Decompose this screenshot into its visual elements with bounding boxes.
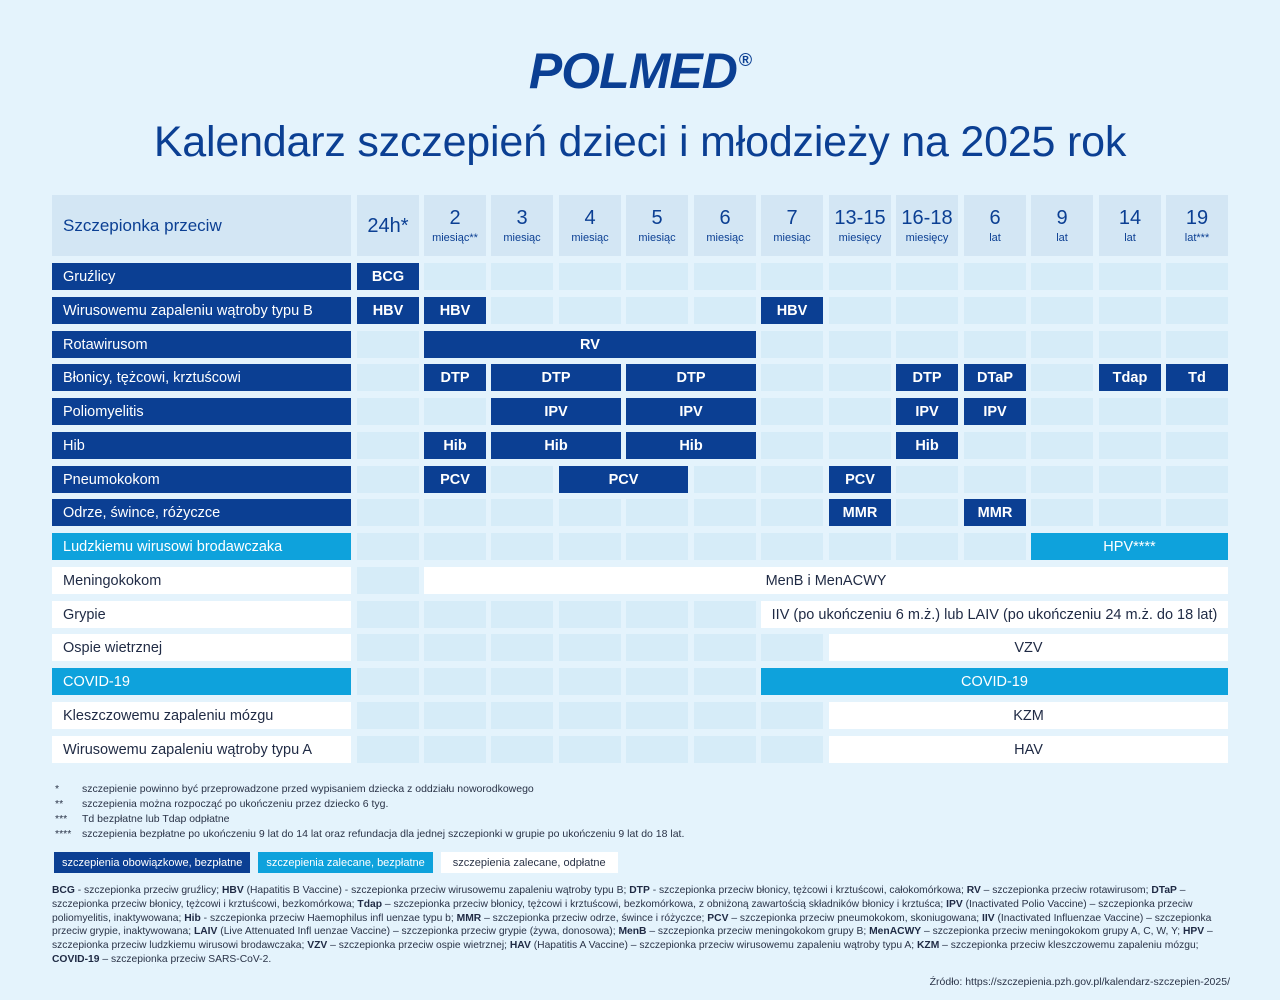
empty-cell: [1031, 398, 1093, 425]
header-age-column: [761, 195, 823, 256]
empty-cell: [896, 331, 958, 358]
empty-cell: [559, 297, 621, 324]
glossary-term: HBV: [221, 885, 244, 896]
row-label-vaccine: Hib: [52, 432, 351, 459]
vaccine-dose-cell: Hib: [491, 432, 621, 459]
empty-cell: [761, 432, 823, 459]
empty-cell: [626, 601, 688, 628]
header-age-column: [424, 195, 486, 256]
empty-cell: [694, 601, 756, 628]
vaccine-dose-cell: Hib: [626, 432, 756, 459]
registered-mark: ®: [738, 50, 752, 70]
empty-cell: [1166, 499, 1228, 526]
age-value: 6: [989, 206, 1001, 229]
glossary-definition: (Hapatitis B Vaccine) - szczepionka przeciw wirusowemu zapaleniu wątroby typu B;: [243, 885, 630, 896]
glossary-term: LAIV: [193, 926, 218, 938]
age-unit: miesiąc: [503, 231, 541, 244]
glossary-term: DTaP: [1151, 885, 1177, 896]
empty-cell: [559, 668, 621, 695]
empty-cell: [626, 499, 688, 526]
empty-cell: [626, 702, 688, 729]
empty-cell: [357, 466, 419, 493]
glossary-term: MMR: [456, 912, 482, 924]
abbreviation-glossary: [52, 884, 1232, 967]
age-value: 2: [449, 206, 461, 229]
empty-cell: [761, 702, 823, 729]
empty-cell: [424, 601, 486, 628]
empty-cell: [896, 263, 958, 290]
empty-cell: [424, 533, 486, 560]
glossary-term: Hib: [184, 912, 201, 924]
footnote-mark: *: [55, 782, 60, 795]
legend-item-recfree: szczepienia zalecane, bezpłatne: [258, 852, 432, 873]
glossary-term: PCV: [707, 912, 729, 924]
vaccine-dose-cell: HBV: [424, 297, 486, 324]
empty-cell: [491, 466, 553, 493]
empty-cell: [424, 634, 486, 661]
glossary-definition: – szczepionka przeciw meningokokom grupy B;: [646, 926, 870, 938]
empty-cell: [694, 466, 756, 493]
empty-cell: [491, 263, 553, 290]
age-unit: miesiąc: [706, 231, 744, 244]
empty-cell: [964, 297, 1026, 324]
glossary-term: MenACWY: [869, 926, 922, 938]
age-value: 16-18: [901, 206, 953, 229]
empty-cell: [357, 601, 419, 628]
header-age-column: [626, 195, 688, 256]
row-label-vaccine: Meningokokom: [52, 567, 351, 594]
glossary-term: IPV: [946, 898, 963, 910]
empty-cell: [491, 736, 553, 763]
footnote: [55, 796, 684, 811]
empty-cell: [357, 398, 419, 425]
vaccine-dose-cell: VZV: [829, 634, 1228, 661]
glossary-definition: – szczepionka przeciw błonicy, tężcowi i krztuścowi, bezkomórkowa, z obniżoną zawartością składników błonicy i krztuśca;: [382, 898, 947, 910]
header-age-column: [1031, 195, 1093, 256]
vaccine-dose-cell: COVID-19: [761, 668, 1228, 695]
empty-cell: [1031, 364, 1093, 391]
empty-cell: [964, 432, 1026, 459]
glossary-definition: – szczepionka przeciw SARS-CoV-2.: [99, 953, 272, 965]
empty-cell: [559, 499, 621, 526]
footnote-mark: **: [55, 797, 64, 810]
empty-cell: [896, 499, 958, 526]
empty-cell: [491, 668, 553, 695]
vaccine-dose-cell: IIV (po ukończeniu 6 m.ż.) lub LAIV (po ukończeniu 24 m.ż. do 18 lat): [761, 601, 1228, 628]
empty-cell: [424, 398, 486, 425]
empty-cell: [357, 533, 419, 560]
header-vaccine-against: Szczepionka przeciw: [52, 195, 351, 256]
glossary-definition: – szczepionka przeciw odrze, śwince i różyczce;: [481, 912, 708, 924]
header-age-column: [559, 195, 621, 256]
empty-cell: [491, 601, 553, 628]
empty-cell: [357, 364, 419, 391]
empty-cell: [829, 297, 891, 324]
empty-cell: [829, 398, 891, 425]
glossary-definition: – szczepionka przeciw rotawirusom;: [980, 885, 1152, 896]
empty-cell: [424, 736, 486, 763]
glossary-term: HPV: [1183, 926, 1205, 938]
glossary-definition: (Live Attenuated Infl uenzae Vaccine) – szczepionka przeciw grypie (żywa, donosowa);: [217, 926, 619, 938]
empty-cell: [1031, 432, 1093, 459]
vaccine-dose-cell: HPV****: [1031, 533, 1228, 560]
vaccine-dose-cell: IPV: [964, 398, 1026, 425]
empty-cell: [1099, 466, 1161, 493]
vaccine-dose-cell: DTP: [424, 364, 486, 391]
glossary-definition: (Hapatitis A Vaccine) – szczepionka przeciw wirusowemu zapaleniu wątroby typu A;: [530, 940, 917, 952]
footnote: [55, 781, 684, 796]
empty-cell: [357, 736, 419, 763]
age-value: 7: [786, 206, 798, 229]
row-label-vaccine: Kleszczowemu zapaleniu mózgu: [52, 702, 351, 729]
empty-cell: [1166, 263, 1228, 290]
footnote-text: szczepienia można rozpocząć po ukończeniu przez dziecko 6 tyg.: [82, 797, 389, 810]
empty-cell: [1166, 398, 1228, 425]
vaccine-dose-cell: Tdap: [1099, 364, 1161, 391]
footnote-text: szczepienia bezpłatne po ukończeniu 9 lat do 14 lat oraz refundacja dla jednej szczepionki w grupie po ukończeniu 9 lat do 18 lat.: [82, 827, 685, 840]
empty-cell: [829, 364, 891, 391]
empty-cell: [761, 466, 823, 493]
row-label-vaccine: Pneumokokom: [52, 466, 351, 493]
row-label-vaccine: Ospie wietrznej: [52, 634, 351, 661]
row-label-vaccine: Wirusowemu zapaleniu wątroby typu A: [52, 736, 351, 763]
empty-cell: [694, 263, 756, 290]
glossary-definition: - szczepionka przeciw błonicy, tężcowi i krztuścowi, całokomórkowa;: [649, 885, 967, 896]
row-label-vaccine: Ludzkiemu wirusowi brodawczaka: [52, 533, 351, 560]
empty-cell: [424, 668, 486, 695]
glossary-definition: - szczepionka przeciw Haemophilus infl uenzae typu b;: [200, 912, 457, 924]
age-unit: lat: [1124, 231, 1136, 244]
legend-item-paid: szczepienia zalecane, odpłatne: [441, 852, 618, 873]
header-age-column: [964, 195, 1026, 256]
empty-cell: [491, 297, 553, 324]
age-unit: lat***: [1184, 231, 1210, 244]
glossary-term: COVID-19: [52, 953, 100, 965]
empty-cell: [896, 297, 958, 324]
footnote-text: Td bezpłatne lub Tdap odpłatne: [82, 812, 230, 825]
vaccine-dose-cell: IPV: [896, 398, 958, 425]
vaccine-dose-cell: DTP: [896, 364, 958, 391]
empty-cell: [694, 634, 756, 661]
empty-cell: [1099, 263, 1161, 290]
glossary-definition: – szczepionka przeciw kleszczowemu zapaleniu mózgu;: [939, 940, 1199, 952]
empty-cell: [896, 466, 958, 493]
empty-cell: [357, 432, 419, 459]
vaccine-dose-cell: MenB i MenACWY: [424, 567, 1228, 594]
vaccine-dose-cell: Hib: [896, 432, 958, 459]
empty-cell: [1099, 499, 1161, 526]
empty-cell: [761, 331, 823, 358]
empty-cell: [761, 736, 823, 763]
empty-cell: [357, 668, 419, 695]
glossary-term: RV: [966, 885, 981, 896]
age-unit: miesięcy: [905, 231, 949, 244]
age-value: 6: [719, 206, 731, 229]
row-label-vaccine: Rotawirusom: [52, 331, 351, 358]
header-age-column: [1166, 195, 1228, 256]
source-link[interactable]: Źródło: https://szczepienia.pzh.gov.pl/kalendarz-szczepien-2025/: [929, 976, 1230, 988]
glossary-term: MenB: [618, 926, 647, 938]
empty-cell: [626, 736, 688, 763]
empty-cell: [424, 263, 486, 290]
age-value: 14: [1118, 206, 1142, 229]
empty-cell: [761, 263, 823, 290]
glossary-definition: – szczepionka przeciw błonicy, tężcowi i krztuścowi, bezkomórkowa;: [52, 885, 1186, 910]
empty-cell: [491, 499, 553, 526]
empty-cell: [1031, 499, 1093, 526]
empty-cell: [357, 634, 419, 661]
age-unit: miesięcy: [838, 231, 882, 244]
footnotes: [55, 781, 684, 841]
empty-cell: [694, 297, 756, 324]
vaccine-dose-cell: PCV: [559, 466, 688, 493]
vaccine-dose-cell: IPV: [626, 398, 756, 425]
empty-cell: [491, 634, 553, 661]
glossary-definition: – szczepionka przeciw meningokokom grupy A, C, W, Y;: [921, 926, 1183, 938]
empty-cell: [964, 533, 1026, 560]
empty-cell: [491, 702, 553, 729]
glossary-definition: (Inactivated Polio Vaccine) – szczepionka przeciw poliomyelitis, inaktywowana;: [52, 898, 1193, 924]
empty-cell: [1099, 398, 1161, 425]
glossary-definition: – szczepionka przeciw ludzkiemu wirusowi brodawczaka;: [52, 926, 1213, 952]
footnote-mark: ****: [55, 827, 72, 840]
header-age-column: [896, 195, 958, 256]
age-value: 24h*: [367, 214, 409, 237]
vaccine-dose-cell: MMR: [829, 499, 891, 526]
empty-cell: [694, 736, 756, 763]
empty-cell: [694, 533, 756, 560]
age-value: 4: [584, 206, 596, 229]
glossary-definition: - szczepionka przeciw gruźlicy;: [74, 885, 222, 896]
row-label-vaccine: Gruźlicy: [52, 263, 351, 290]
empty-cell: [694, 668, 756, 695]
empty-cell: [559, 263, 621, 290]
empty-cell: [559, 601, 621, 628]
glossary-term: KZM: [916, 940, 940, 952]
row-label-vaccine: Wirusowemu zapaleniu wątroby typu B: [52, 297, 351, 324]
empty-cell: [694, 702, 756, 729]
age-value: 5: [651, 206, 663, 229]
glossary-term: Tdap: [357, 898, 383, 910]
empty-cell: [761, 533, 823, 560]
empty-cell: [964, 263, 1026, 290]
vaccine-dose-cell: PCV: [829, 466, 891, 493]
empty-cell: [829, 533, 891, 560]
empty-cell: [829, 331, 891, 358]
header-age-column: [491, 195, 553, 256]
glossary-term: BCG: [52, 885, 75, 896]
vaccine-dose-cell: MMR: [964, 499, 1026, 526]
empty-cell: [761, 499, 823, 526]
empty-cell: [761, 364, 823, 391]
vaccine-dose-cell: DTP: [626, 364, 756, 391]
empty-cell: [626, 263, 688, 290]
header-age-column: [694, 195, 756, 256]
age-value: 9: [1056, 206, 1068, 229]
empty-cell: [1166, 466, 1228, 493]
age-unit: miesiąc: [638, 231, 676, 244]
empty-cell: [559, 702, 621, 729]
age-unit: lat: [1056, 231, 1068, 244]
empty-cell: [761, 398, 823, 425]
vaccine-dose-cell: Td: [1166, 364, 1228, 391]
empty-cell: [626, 533, 688, 560]
header-age-column: [1099, 195, 1161, 256]
row-label-vaccine: Grypie: [52, 601, 351, 628]
empty-cell: [424, 499, 486, 526]
empty-cell: [626, 668, 688, 695]
empty-cell: [1031, 331, 1093, 358]
vaccine-dose-cell: DTP: [491, 364, 621, 391]
footnote: [55, 826, 684, 841]
empty-cell: [964, 331, 1026, 358]
empty-cell: [491, 533, 553, 560]
vaccine-dose-cell: DTaP: [964, 364, 1026, 391]
vaccine-dose-cell: Hib: [424, 432, 486, 459]
empty-cell: [1031, 263, 1093, 290]
empty-cell: [559, 533, 621, 560]
empty-cell: [357, 331, 419, 358]
footnote-text: szczepienie powinno być przeprowadzone przed wypisaniem dziecka z oddziału noworodkowego: [82, 782, 534, 795]
empty-cell: [1099, 297, 1161, 324]
glossary-term: VZV: [307, 940, 328, 952]
vaccine-dose-cell: KZM: [829, 702, 1228, 729]
age-unit: lat: [989, 231, 1001, 244]
empty-cell: [1099, 331, 1161, 358]
vaccine-dose-cell: HBV: [761, 297, 823, 324]
empty-cell: [829, 432, 891, 459]
header-age-column: [829, 195, 891, 256]
age-value: 3: [516, 206, 528, 229]
glossary-definition: – szczepionka przeciw pneumokokom, skoniugowana;: [728, 912, 983, 924]
empty-cell: [424, 702, 486, 729]
empty-cell: [1166, 297, 1228, 324]
glossary-definition: – szczepionka przeciw ospie wietrznej;: [327, 940, 510, 952]
vaccine-dose-cell: HAV: [829, 736, 1228, 763]
empty-cell: [626, 297, 688, 324]
glossary-term: DTP: [629, 885, 650, 896]
age-unit: miesiąc: [571, 231, 609, 244]
logo-text: POLMED: [528, 43, 737, 99]
vaccine-dose-cell: BCG: [357, 263, 419, 290]
empty-cell: [1031, 297, 1093, 324]
glossary-term: HAV: [509, 940, 531, 952]
row-label-vaccine: Poliomyelitis: [52, 398, 351, 425]
empty-cell: [761, 634, 823, 661]
row-label-vaccine: COVID-19: [52, 668, 351, 695]
empty-cell: [559, 634, 621, 661]
vaccine-dose-cell: RV: [424, 331, 756, 358]
vaccine-dose-cell: IPV: [491, 398, 621, 425]
age-value: 13-15: [834, 206, 886, 229]
footnote-mark: ***: [55, 812, 68, 825]
row-label-vaccine: Błonicy, tężcowi, krztuścowi: [52, 364, 351, 391]
empty-cell: [829, 263, 891, 290]
footnote: [55, 811, 684, 826]
empty-cell: [357, 702, 419, 729]
empty-cell: [1031, 466, 1093, 493]
empty-cell: [896, 533, 958, 560]
age-unit: miesiąc**: [432, 231, 478, 244]
empty-cell: [1099, 432, 1161, 459]
empty-cell: [1166, 432, 1228, 459]
empty-cell: [694, 499, 756, 526]
glossary-term: IIV: [982, 912, 995, 924]
header-age-column: [357, 195, 419, 256]
page-title: Kalendarz szczepień dzieci i młodzieży na 2025 rok: [153, 118, 1127, 166]
legend: [54, 852, 618, 873]
age-value: 19: [1185, 206, 1209, 229]
empty-cell: [357, 567, 419, 594]
vaccine-dose-cell: HBV: [357, 297, 419, 324]
empty-cell: [964, 466, 1026, 493]
vaccine-dose-cell: PCV: [424, 466, 486, 493]
empty-cell: [357, 499, 419, 526]
empty-cell: [626, 634, 688, 661]
glossary-definition: (Inactivated Influenzae Vaccine) – szczepionka przeciw grypie, inaktywowana;: [52, 912, 1212, 938]
empty-cell: [559, 736, 621, 763]
age-unit: miesiąc: [773, 231, 811, 244]
legend-item-mandatory: szczepienia obowiązkowe, bezpłatne: [54, 852, 250, 873]
row-label-vaccine: Odrze, śwince, różyczce: [52, 499, 351, 526]
empty-cell: [1166, 331, 1228, 358]
